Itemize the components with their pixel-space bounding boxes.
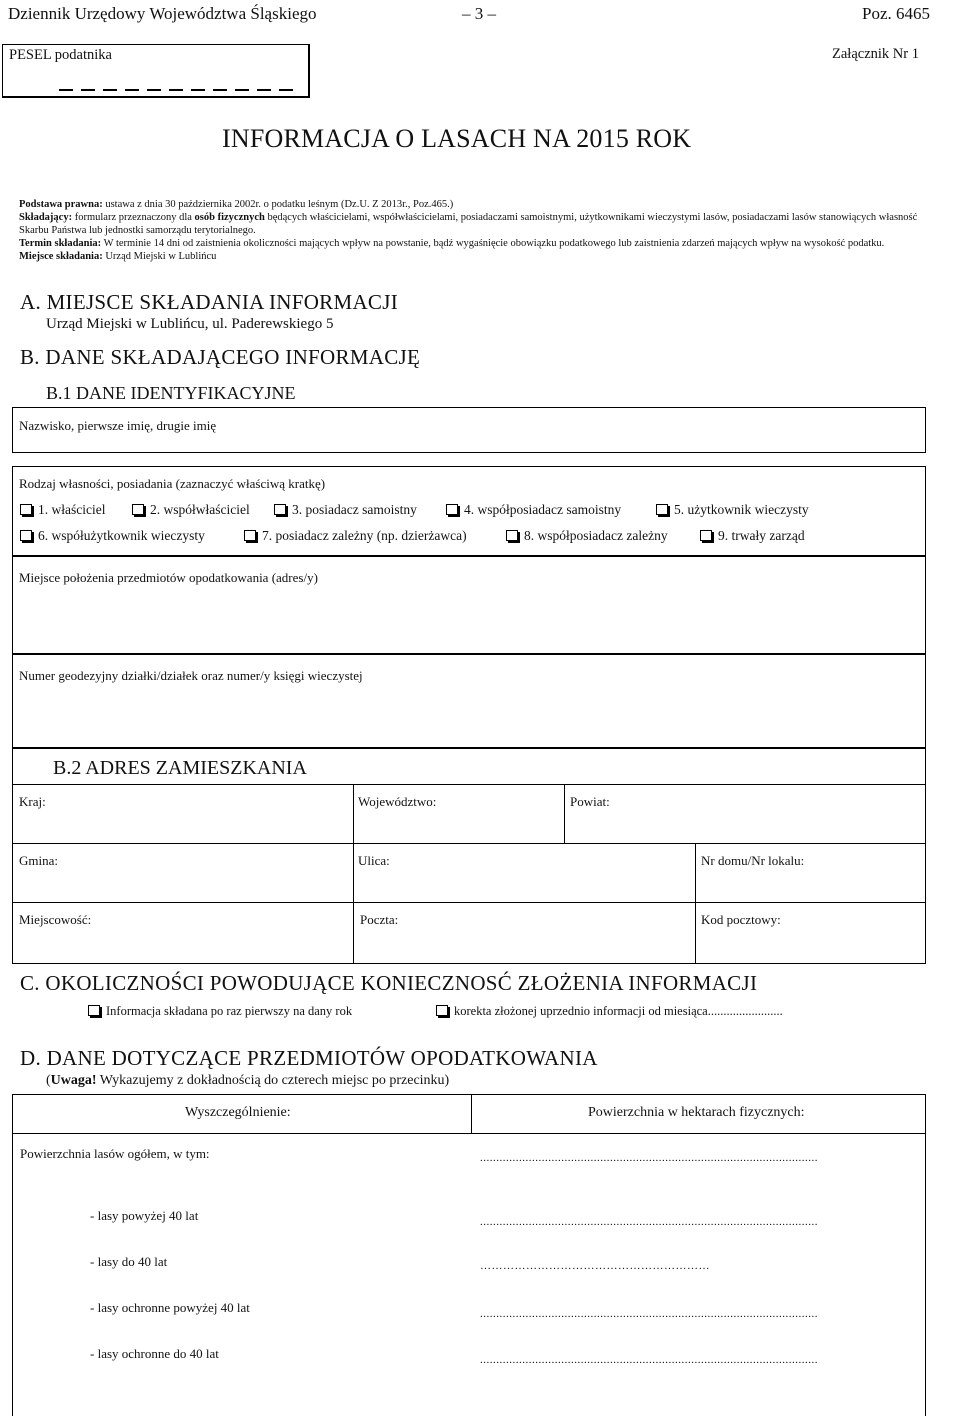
checkbox[interactable] <box>244 530 256 541</box>
checkbox[interactable] <box>132 504 144 515</box>
option-dependent-holder[interactable]: 7. posiadacz zależny (np. dzierżawca) <box>244 528 467 544</box>
option-permanent-management[interactable]: 9. trwały zarząd <box>700 528 805 544</box>
page-number: – 3 – <box>462 4 496 23</box>
geodetic-field[interactable] <box>12 654 926 748</box>
row-over40-value[interactable]: ........................................................................................................ <box>480 1216 818 1228</box>
section-b-title: B. DANE SKŁADAJĄCEGO INFORMACJĘ <box>20 345 421 369</box>
postcode-label: Kod pocztowy: <box>701 912 781 927</box>
name-field-label: Nazwisko, pierwsze imię, drugie imię <box>19 418 217 433</box>
pesel-digit-slots <box>59 89 301 91</box>
option-independent-holder[interactable]: 3. posiadacz samoistny <box>274 502 417 518</box>
legal-submitter: Składający: formularz przeznaczony dla osób fizycznych będących właścicielami, współwłaścicielami, posiadaczami samoistnymi, użytkownikami wieczystymi lasów, posiadaczami lasów stanowiących własność Skarbu Państwa lub jednostki samorządu terytorialnego. <box>19 212 918 236</box>
section-d-note: (Uwaga! Wykazujemy z dokładnością do czterech miejsc po przecinku) <box>46 1073 450 1088</box>
option-perpetual-user[interactable]: 5. użytkownik wieczysty <box>656 502 809 518</box>
country-field[interactable] <box>12 784 354 844</box>
page-title: INFORMACJA O LASACH NA 2015 ROK <box>222 124 692 153</box>
pesel-label: PESEL podatnika <box>9 47 112 63</box>
row-over40-label: - lasy powyżej 40 lat <box>90 1208 199 1223</box>
district-label: Powiat: <box>570 794 610 809</box>
commune-field[interactable] <box>12 843 354 903</box>
checkbox[interactable] <box>656 504 668 515</box>
pesel-box[interactable] <box>2 44 310 98</box>
row-under40-value[interactable]: …………………………………………………… <box>480 1260 710 1272</box>
district-field[interactable] <box>564 784 926 844</box>
section-a-title: A. MIEJSCE SKŁADANIA INFORMACJI <box>20 290 398 314</box>
ownership-label: Rodzaj własności, posiadania (zaznaczyć właściwą kratkę) <box>19 476 326 491</box>
street-field[interactable] <box>353 843 696 903</box>
checkbox[interactable] <box>274 504 286 515</box>
option-first-submission[interactable]: Informacja składana po raz pierwszy na dany rok <box>88 1004 352 1019</box>
house-number-field[interactable] <box>695 843 926 903</box>
country-label: Kraj: <box>19 794 46 809</box>
col-specification: Wyszczególnienie: <box>185 1105 291 1120</box>
location-field[interactable] <box>12 556 926 654</box>
house-number-label: Nr domu/Nr lokalu: <box>701 853 805 868</box>
row-protective-under40-value[interactable]: ........................................................................................................ <box>480 1354 818 1366</box>
town-field[interactable] <box>12 902 354 964</box>
row-protective-over40-value[interactable]: ........................................................................................................ <box>480 1308 818 1320</box>
annex-label: Załącznik Nr 1 <box>832 46 919 62</box>
column-divider <box>471 1095 472 1133</box>
geodetic-label: Numer geodezyjny działki/działek oraz numer/y księgi wieczystej <box>19 668 363 683</box>
option-correction[interactable]: korekta złożonej uprzednio informacji od miesiąca........................ <box>436 1004 783 1019</box>
option-independent-co-holder[interactable]: 4. współposiadacz samoistny <box>446 502 621 518</box>
postcode-field[interactable] <box>695 902 926 964</box>
section-d-title: D. DANE DOTYCZĄCE PRZEDMIOTÓW OPODATKOWANIA <box>20 1046 598 1070</box>
checkbox[interactable] <box>506 530 518 541</box>
voivodeship-field[interactable] <box>353 784 565 844</box>
town-label: Miejscowość: <box>19 912 92 927</box>
checkbox[interactable] <box>20 530 32 541</box>
row-total-value[interactable]: ........................................................................................................ <box>480 1152 818 1164</box>
voivodeship-label: Województwo: <box>358 794 437 809</box>
option-owner[interactable]: 1. właściciel <box>20 502 105 518</box>
position-number: Poz. 6465 <box>862 4 930 23</box>
name-field[interactable] <box>12 407 926 453</box>
row-under40-label: - lasy do 40 lat <box>90 1254 168 1269</box>
street-label: Ulica: <box>358 853 390 868</box>
section-b1-title: B.1 DANE IDENTYFIKACYJNE <box>46 383 296 403</box>
section-c-title: C. OKOLICZNOŚCI POWODUJĄCE KONIECZNOSĆ ZŁOŻENIA INFORMACJI <box>20 971 758 995</box>
row-protective-under40-label: - lasy ochronne do 40 lat <box>90 1346 219 1361</box>
checkbox[interactable] <box>20 504 32 515</box>
option-co-owner[interactable]: 2. współwłaściciel <box>132 502 250 518</box>
option-perpetual-co-user[interactable]: 6. współużytkownik wieczysty <box>20 528 205 544</box>
checkbox[interactable] <box>446 504 458 515</box>
option-dependent-co-holder[interactable]: 8. współposiadacz zależny <box>506 528 668 544</box>
legal-term: Termin składania: W terminie 14 dni od zaistnienia okoliczności mających wpływ na powstanie, bądź wygaśnięcie obowiązku podatkowego lub zaistnienia zdarzeń mających wpływ na wysokość podatku. <box>19 238 885 249</box>
commune-label: Gmina: <box>19 853 58 868</box>
row-total-label: Powierzchnia lasów ogółem, w tym: <box>20 1146 210 1161</box>
post-office-field[interactable] <box>353 902 696 964</box>
checkbox[interactable] <box>700 530 712 541</box>
post-office-label: Poczta: <box>360 912 399 927</box>
legal-info <box>19 198 924 263</box>
section-b2-title: B.2 ADRES ZAMIESZKANIA <box>53 757 307 779</box>
col-area: Powierzchnia w hektarach fizycznych: <box>588 1105 805 1120</box>
b2-header <box>12 748 926 784</box>
journal-name: Dziennik Urzędowy Województwa Śląskiego <box>8 4 317 23</box>
legal-place: Miejsce składania: Urząd Miejski w Lublińcu <box>19 251 217 262</box>
header-divider <box>13 1133 925 1134</box>
checkbox[interactable] <box>88 1005 100 1016</box>
location-label: Miejsce położenia przedmiotów opodatkowania (adres/y) <box>19 570 318 585</box>
section-a-text: Urząd Miejski w Lublińcu, ul. Paderewskiego 5 <box>46 316 334 332</box>
row-protective-over40-label: - lasy ochronne powyżej 40 lat <box>90 1300 250 1315</box>
checkbox[interactable] <box>436 1005 448 1016</box>
legal-basis: Podstawa prawna: ustawa z dnia 30 października 2002r. o podatku leśnym (Dz.U. Z 2013r., Poz.465.) <box>19 199 454 210</box>
